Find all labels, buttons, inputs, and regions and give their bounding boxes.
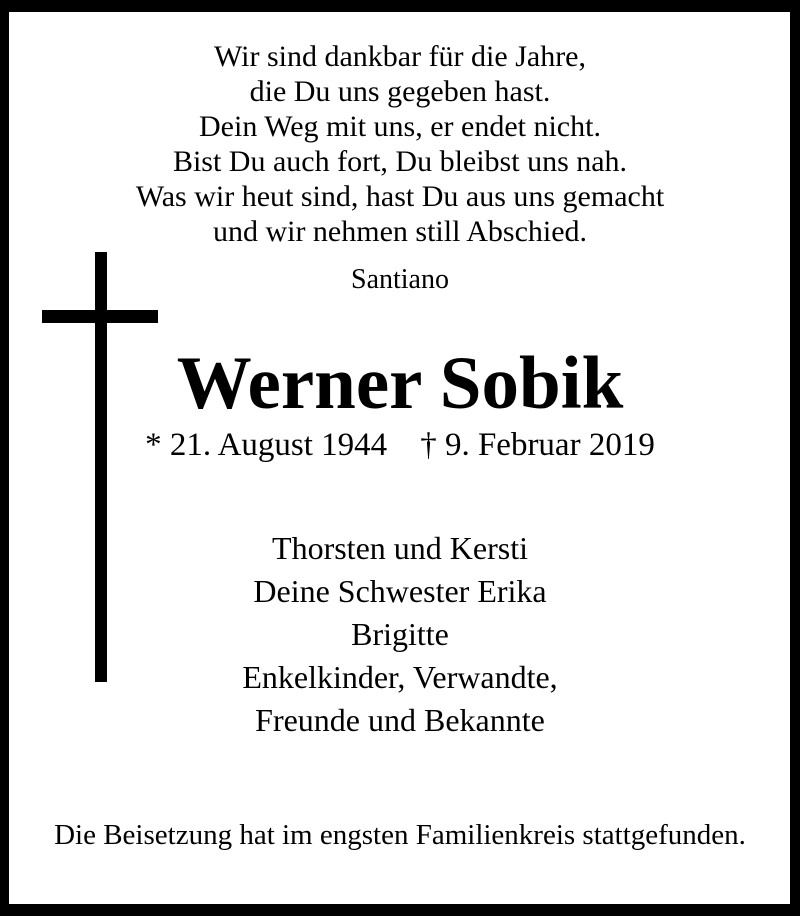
deceased-name: Werner Sobik [176, 342, 624, 425]
life-dates [0, 424, 800, 466]
poem-line: die Du uns gegeben hast. [249, 75, 551, 108]
poem-line: Dein Weg mit uns, er endet nicht. [199, 110, 601, 143]
poem-attribution: Santiano [351, 264, 449, 295]
poem-line: Bist Du auch fort, Du bleibst uns nah. [172, 145, 628, 178]
memorial-poem [0, 39, 800, 249]
poem-line: Was wir heut sind, hast Du aus uns gemacht [135, 180, 665, 213]
mourners-list [0, 527, 800, 742]
mourner-line: Thorsten und Kersti [272, 530, 528, 566]
mourner-line: Deine Schwester Erika [253, 573, 547, 609]
poem-line: Wir sind dankbar für die Jahre, [214, 40, 586, 73]
poem-line: und wir nehmen still Abschied. [212, 215, 588, 248]
mourner-line: Brigitte [351, 616, 449, 652]
mourner-line: Freunde und Bekannte [255, 702, 545, 738]
funeral-note: Die Beisetzung hat im engsten Familienkreis stattgefunden. [54, 819, 746, 851]
mourner-line: Enkelkinder, Verwandte, [242, 659, 558, 695]
birth-date: * 21. August 1944 [145, 427, 388, 463]
cross-horizontal-bar [42, 310, 158, 323]
death-date: † 9. Februar 2019 [420, 427, 655, 463]
